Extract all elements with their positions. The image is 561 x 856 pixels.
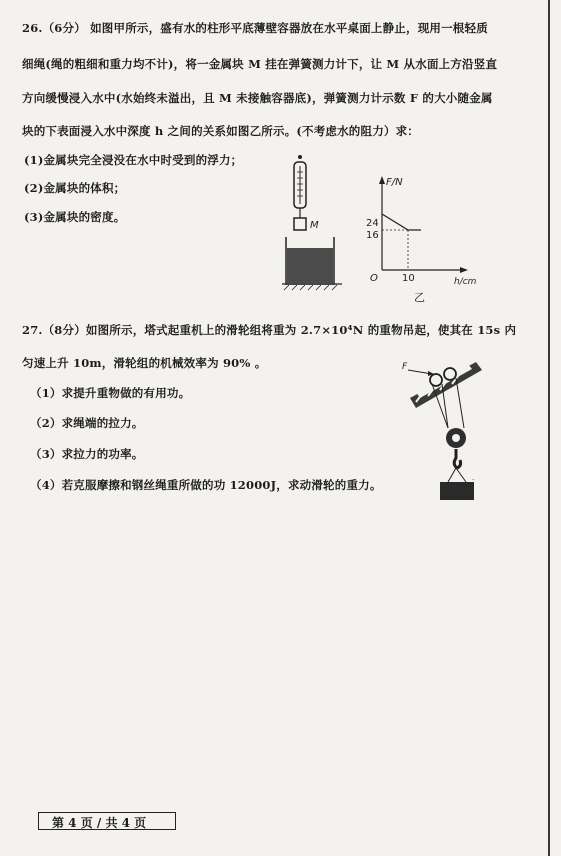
q26-line-2: 细绳(绳的粗细和重力均不计)，将一金属块 M 挂在弹簧测力计下，让 M 从水面上方沿竖直 — [22, 57, 498, 71]
y-tick-24: 24 — [366, 218, 379, 229]
page-number: 第 4 页 / 共 4 页 — [52, 816, 147, 830]
x-axis-arrow — [460, 267, 468, 273]
x-axis-label: h/cm — [454, 277, 477, 287]
q27-sub-3: （3）求拉力的功率。 — [30, 447, 144, 461]
q27-sub-2: （2）求绳端的拉力。 — [30, 416, 144, 430]
q26-sub-2: (2)金属块的体积； — [24, 181, 126, 195]
x-tick-10: 10 — [402, 273, 415, 284]
q27-line-2: 匀速上升 10m，滑轮组的机械效率为 90% 。 — [22, 356, 267, 370]
q26-line-4: 块的下表面浸入水中深度 h 之间的关系如图乙所示。(不考虑水的阻力）求： — [22, 124, 420, 138]
hook-ring — [298, 155, 302, 159]
svg-text:.: . — [472, 474, 475, 482]
series-line — [382, 214, 421, 230]
figure-caption-yi: 乙 — [414, 291, 425, 304]
sling-right — [456, 468, 466, 482]
m-label: M — [310, 220, 319, 231]
metal-block-m — [294, 218, 306, 230]
q27-sub-1: （1）求提升重物做的有用功。 — [30, 386, 191, 400]
sling-left — [448, 468, 456, 482]
rope-2 — [456, 378, 464, 428]
f-h-graph — [362, 170, 487, 305]
page-edge-line — [548, 0, 550, 856]
force-f-label: F — [402, 362, 408, 372]
q26-sub-3: (3)金属块的密度。 — [24, 210, 126, 224]
hook — [454, 449, 460, 468]
q26-sub-1: (1)金属块完全浸没在水中时受到的浮力； — [24, 153, 243, 167]
q27-line-1: 27.（8分）如图所示，塔式起重机上的滑轮组将重为 2.7×10⁴N 的重物吊起，使其在 15s 内 — [22, 323, 517, 337]
crane-pulley-figure — [402, 356, 492, 506]
q26-line-1: 26.（6分） 如图甲所示，盛有水的柱形平底薄壁容器放在水平桌面上静止，现用一根轻质 — [22, 21, 488, 35]
water — [287, 248, 333, 283]
origin-label: O — [370, 273, 378, 284]
q27-sub-4: （4）若克服摩擦和钢丝绳重所做的功 12000J，求动滑轮的重力。 — [30, 478, 382, 492]
y-tick-16: 16 — [366, 230, 379, 241]
spring-scale-figure — [282, 152, 352, 297]
y-axis-arrow — [379, 176, 385, 184]
heavy-load — [440, 482, 474, 500]
y-axis-label: F/N — [386, 177, 403, 188]
q26-line-3: 方向缓慢浸入水中(水始终未溢出，且 M 未接触容器底)，弹簧测力计示数 F 的大小随金属 — [22, 91, 493, 105]
